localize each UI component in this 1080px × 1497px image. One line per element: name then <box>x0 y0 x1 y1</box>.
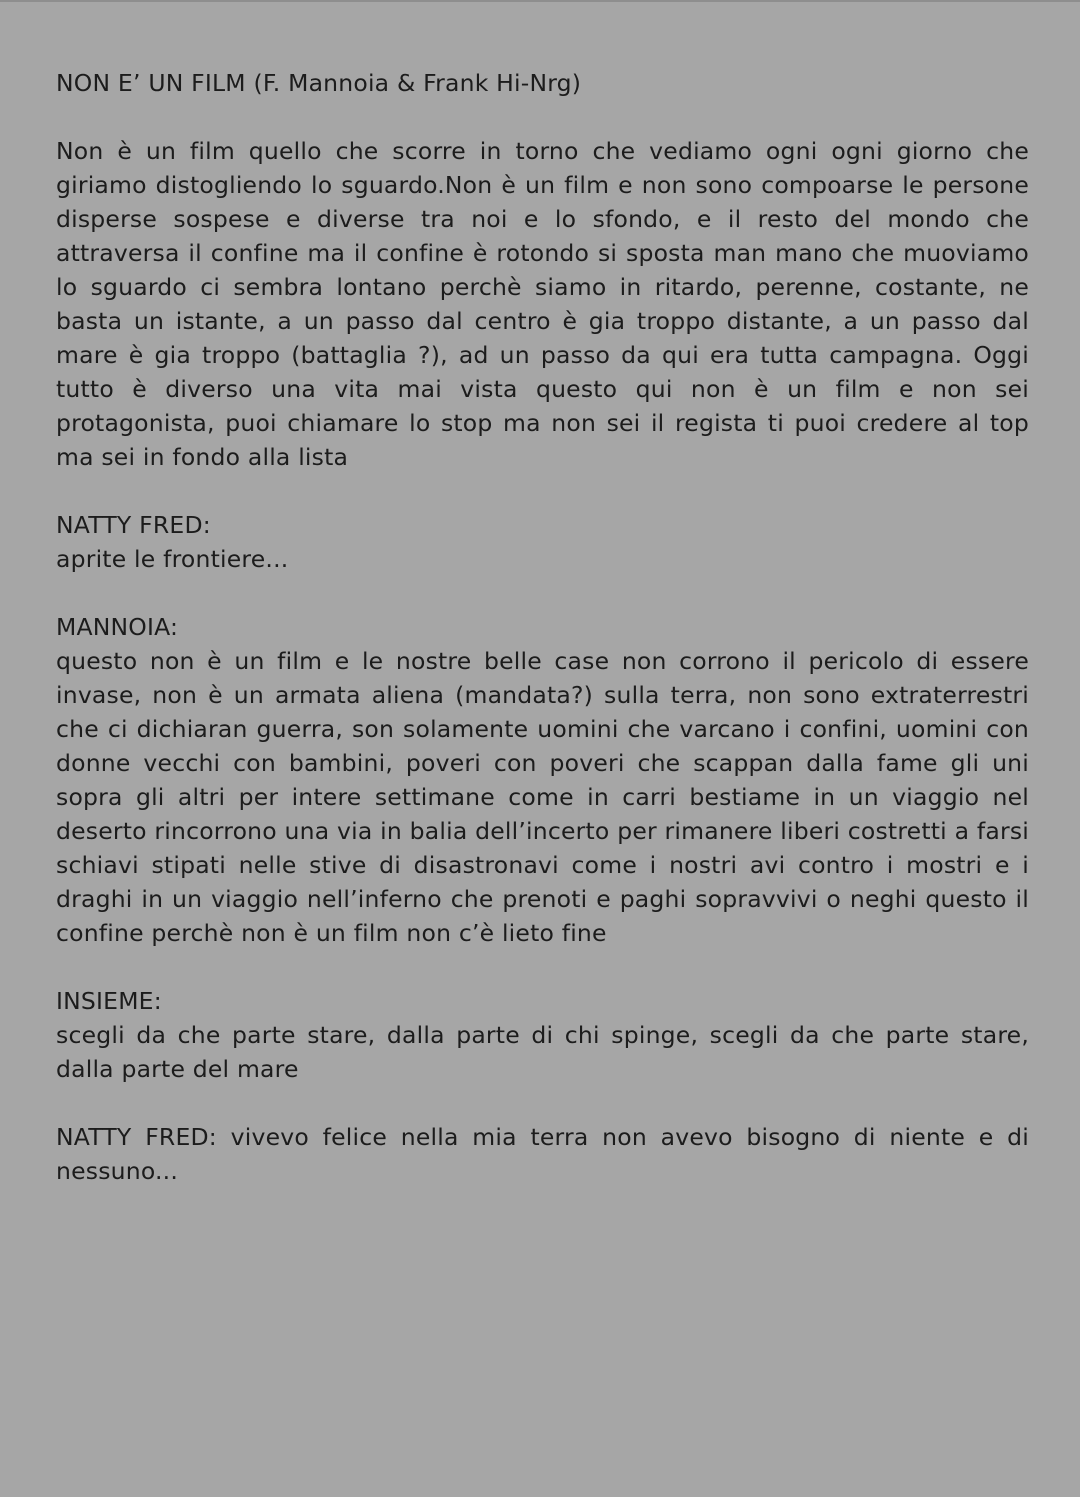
document-title: NON E’ UN FILM (F. Mannoia & Frank Hi-Nrg) <box>56 69 582 97</box>
speaker-label-insieme: INSIEME: <box>56 987 162 1015</box>
natty-fred-verse: aprite le frontiere... <box>56 545 289 573</box>
top-divider <box>0 0 1080 2</box>
natty-fred-closing: NATTY FRED: vivevo felice nella mia terra non avevo bisogno di niente e di nessuno... <box>56 1123 1029 1185</box>
paragraph-spacer <box>56 950 1029 984</box>
paragraph-spacer <box>56 1086 1029 1120</box>
intro-paragraph: Non è un film quello che scorre in torno che vediamo ogni ogni giorno che giriamo distogliendo lo sguardo.Non è un film e non sono compoarse le persone disperse sospese e diverse tra noi e lo sfondo, e il resto del mondo che attraversa il confine ma il confine è rotondo si sposta man mano che muoviamo lo sguardo ci sembra lontano perchè siamo in ritardo, perenne, costante, ne basta un istante, a un passo dal centro è gia troppo distante, a un passo dal mare è gia troppo (battaglia ?), ad un passo da qui era tutta campagna. Oggi tutto è diverso una vita mai vista questo qui non è un film e non sei protagonista, puoi chiamare lo stop ma non sei il regista ti puoi credere al top ma sei in fondo alla lista <box>56 137 1029 471</box>
speaker-label-mannoia: MANNOIA: <box>56 613 179 641</box>
speaker-label-natty-fred: NATTY FRED: <box>56 511 211 539</box>
paragraph-spacer <box>56 474 1029 508</box>
insieme-chorus: scegli da che parte stare, dalla parte di chi spinge, scegli da che parte stare, dalla parte del mare <box>56 1021 1029 1083</box>
paragraph-spacer <box>56 100 1029 134</box>
document-body <box>56 66 1029 1188</box>
mannoia-verse: questo non è un film e le nostre belle case non corrono il pericolo di essere invase, non è un armata aliena (mandata?) sulla terra, non sono extraterrestri che ci dichiaran guerra, son solamente uomini che varcano i confini, uomini con donne vecchi con bambini, poveri con poveri che scappan dalla fame gli uni sopra gli altri per intere settimane come in carri bestiame in un viaggio nel deserto rincorrono una via in balia dell’incerto per rimanere liberi costretti a farsi schiavi stipati nelle stive di disastronavi come i nostri avi contro i mostri e i draghi in un viaggio nell’inferno che prenoti e paghi sopravvivi o neghi questo il confine perchè non è un film non c’è lieto fine <box>56 647 1029 947</box>
paragraph-spacer <box>56 576 1029 610</box>
